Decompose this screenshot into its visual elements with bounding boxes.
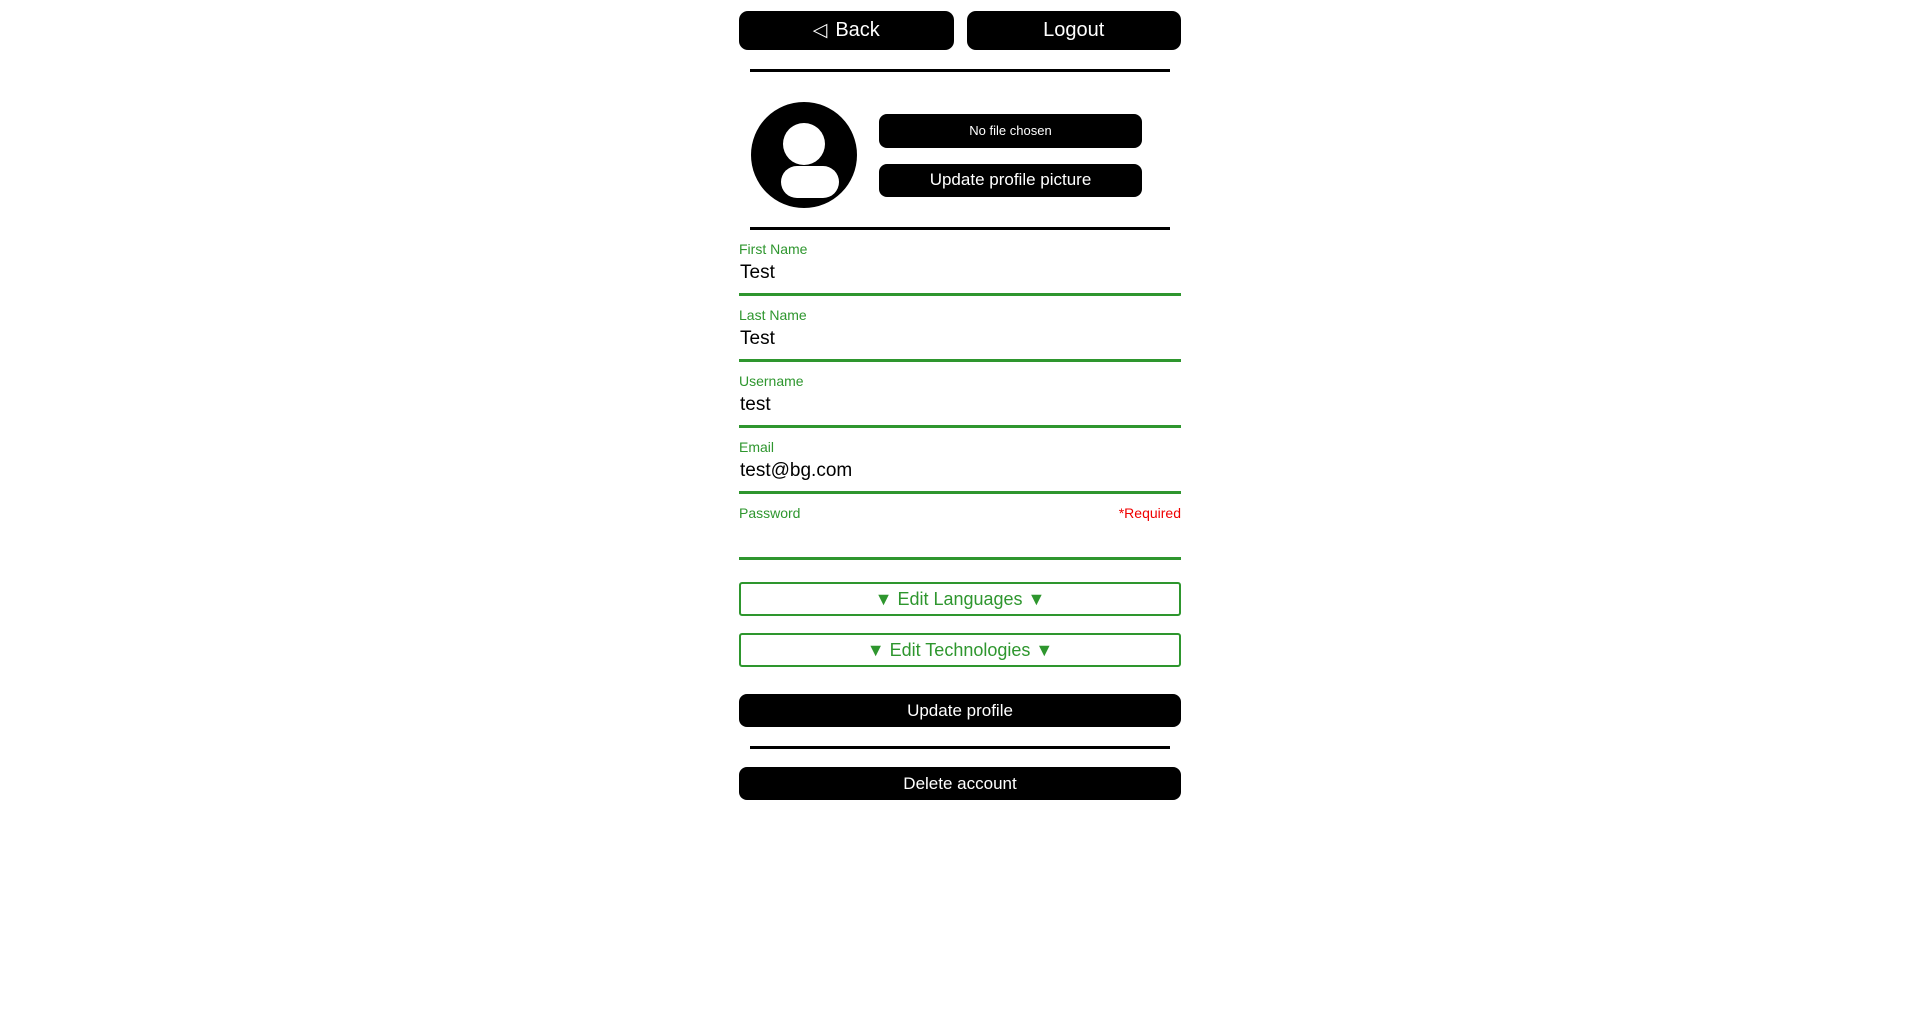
bottom-divider	[750, 746, 1170, 749]
last-name-label: Last Name	[739, 307, 807, 323]
edit-languages-button[interactable]	[739, 582, 1181, 616]
edit-languages-label: ▼ Edit Languages ▼	[874, 588, 1046, 609]
last-name-input[interactable]	[739, 324, 1181, 351]
back-triangle-icon: ◁	[812, 20, 828, 41]
edit-technologies-label: ▼ Edit Technologies ▼	[866, 639, 1054, 660]
header-divider	[750, 69, 1170, 72]
email-field	[739, 439, 1181, 494]
username-input[interactable]	[739, 390, 1181, 417]
logout-button[interactable]	[967, 11, 1182, 50]
update-profile-button[interactable]	[739, 694, 1181, 727]
password-field	[739, 505, 1181, 560]
update-picture-button-label: Update profile picture	[929, 170, 1092, 189]
required-badge: *Required	[1118, 505, 1181, 521]
update-profile-button-label: Update profile	[907, 700, 1013, 720]
section-divider	[750, 227, 1170, 230]
picture-upload-controls	[879, 114, 1142, 197]
password-label: Password	[739, 505, 801, 521]
delete-account-button[interactable]	[739, 767, 1181, 800]
profile-picture-section	[739, 102, 1181, 208]
logout-button-label: Logout	[1043, 19, 1105, 41]
update-picture-button[interactable]	[879, 164, 1142, 197]
profile-page	[739, 0, 1181, 800]
username-label: Username	[739, 373, 804, 389]
profile-form	[739, 241, 1181, 727]
delete-account-button-label: Delete account	[903, 773, 1017, 793]
password-field-head	[739, 505, 1181, 522]
top-button-bar	[739, 11, 1181, 50]
email-label: Email	[739, 439, 775, 455]
file-input[interactable]	[879, 114, 1142, 148]
username-field	[739, 373, 1181, 428]
password-input[interactable]	[739, 522, 1181, 549]
back-button[interactable]	[739, 11, 954, 50]
edit-technologies-button[interactable]	[739, 633, 1181, 667]
first-name-input[interactable]	[739, 258, 1181, 285]
first-name-field	[739, 241, 1181, 296]
last-name-field	[739, 307, 1181, 362]
first-name-label: First Name	[739, 241, 808, 257]
file-input-label: No file chosen	[969, 123, 1052, 138]
avatar-person-icon	[751, 102, 857, 208]
back-button-label: Back	[835, 19, 880, 41]
email-input[interactable]	[739, 456, 1181, 483]
